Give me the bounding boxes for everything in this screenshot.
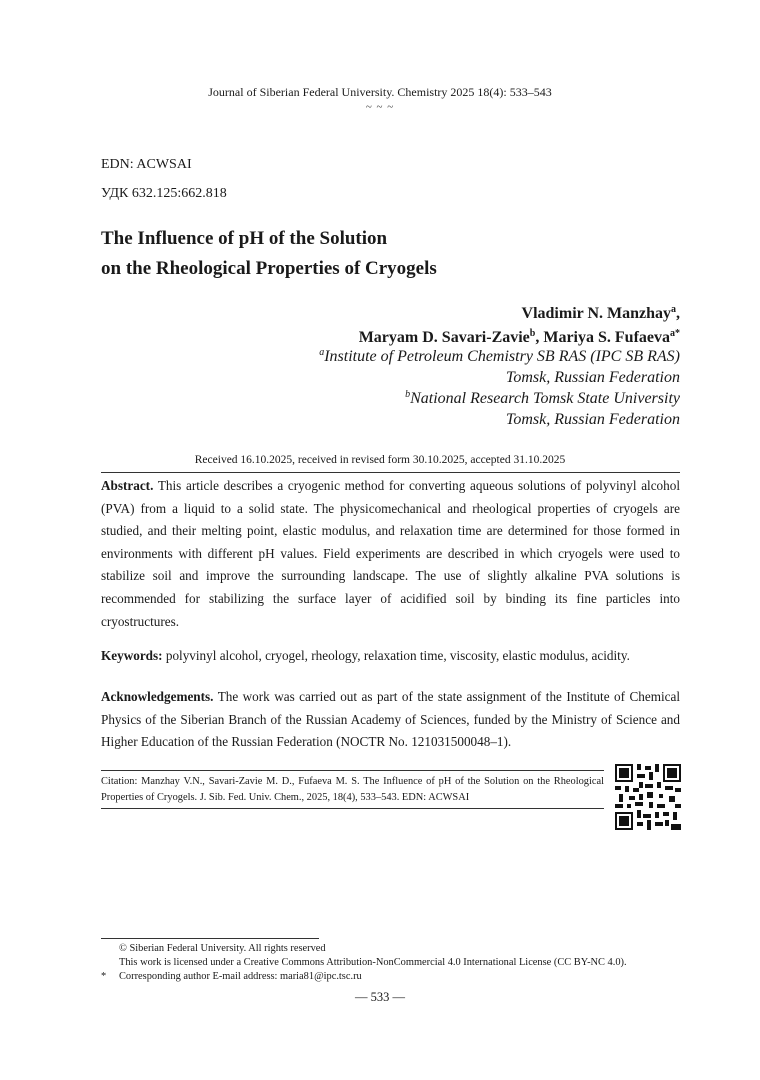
author-list bbox=[359, 302, 680, 350]
abstract bbox=[101, 475, 680, 633]
udk-code: УДК 632.125:662.818 bbox=[101, 186, 227, 201]
affiliation-place: Tomsk, Russian Federation bbox=[505, 411, 680, 428]
article-title bbox=[101, 224, 661, 284]
keywords bbox=[101, 645, 680, 668]
title-line-2: on the Rheological Properties of Cryogels bbox=[101, 258, 437, 279]
affil-text: Institute of Petroleum Chemistry SB RAS (IPC SB RAS) bbox=[324, 348, 680, 365]
footnote-star: * bbox=[101, 971, 107, 982]
keywords-label: Keywords: bbox=[101, 648, 163, 663]
copyright-note: © Siberian Federal University. All rights reserved bbox=[119, 943, 326, 954]
ack-label: Acknowledgements. bbox=[101, 689, 214, 704]
affiliation-name bbox=[319, 346, 680, 367]
corresponding-author-note: Corresponding author E-mail address: maria81@ipc.tsc.ru bbox=[119, 971, 362, 982]
author-name: Vladimir N. Manzhay bbox=[521, 305, 671, 322]
affiliation-place: Tomsk, Russian Federation bbox=[505, 369, 680, 386]
author-affil-mark: b bbox=[529, 328, 536, 339]
edn-code: EDN: ACWSAI bbox=[101, 157, 192, 172]
qr-code-icon[interactable] bbox=[615, 764, 681, 830]
abstract-label: Abstract. bbox=[101, 478, 154, 493]
author-affil-mark: a* bbox=[670, 328, 680, 339]
ack-text: The work was carried out as part of the state assignment of the Institute of Chemical Physics of the Siberian Branch of the Russian Academy of Sciences, funded by the Ministry of Science and Higher Education of the Russian Federation (NOCTR No. 121031500048–1). bbox=[101, 689, 680, 750]
author-separator: , bbox=[535, 329, 544, 346]
license-note: This work is licensed under a Creative Commons Attribution-NonCommercial 4.0 International License (CC BY-NC 4.0). bbox=[119, 957, 627, 968]
citation-rule-top bbox=[101, 770, 604, 771]
journal-header: Journal of Siberian Federal University. Chemistry 2025 18(4): 533–543 bbox=[208, 85, 552, 99]
footnote-rule bbox=[101, 938, 319, 939]
page-number: — 533 — bbox=[355, 990, 405, 1004]
affil-text: National Research Tomsk State University bbox=[410, 390, 680, 407]
header-divider: ~ ~ ~ bbox=[365, 101, 395, 113]
title-line-1: The Influence of pH of the Solution bbox=[101, 228, 388, 249]
keywords-text: polyvinyl alcohol, cryogel, rheology, relaxation time, viscosity, elastic modulus, acidity. bbox=[165, 648, 630, 663]
abstract-rule bbox=[101, 472, 680, 473]
author-separator: , bbox=[676, 305, 680, 322]
received-dates: Received 16.10.2025, received in revised form 30.10.2025, accepted 31.10.2025 bbox=[194, 454, 566, 466]
acknowledgements bbox=[101, 686, 680, 754]
affil-mark: a bbox=[319, 347, 325, 358]
citation-rule-bottom bbox=[101, 808, 604, 809]
affiliations bbox=[319, 346, 680, 430]
affiliation-name bbox=[319, 388, 680, 409]
author-line-1 bbox=[359, 302, 680, 326]
author-name: Maryam D. Savari-Zavie bbox=[358, 329, 530, 346]
author-affil-mark: a bbox=[671, 304, 676, 315]
citation: Citation: Manzhay V.N., Savari-Zavie M. D., Fufaeva M. S. The Influence of pH of the Solution on the Rheological Properties of Cryogels. J. Sib. Fed. Univ. Chem., 2025, 18(4), 533–543. EDN: ACWSAI bbox=[101, 776, 604, 803]
author-name: Mariya S. Fufaeva bbox=[543, 329, 670, 346]
abstract-text: This article describes a cryogenic method for converting aqueous solutions of polyvinyl alcohol (PVA) from a liquid to a solid state. The physicomechanical and rheological properties of cryogels are studied, and their melting point, elastic modulus, and relaxation time are determined for those formed in environments with different pH values. Field experiments are described in which cryogels were used to stabilize soil and improve the surrounding landscape. The use of slightly alkaline PVA solutions is recommended for stabilizing the surface layer of acidified soil by binding its fine particles into cryostructures. bbox=[101, 478, 681, 629]
affil-mark: b bbox=[405, 389, 411, 400]
